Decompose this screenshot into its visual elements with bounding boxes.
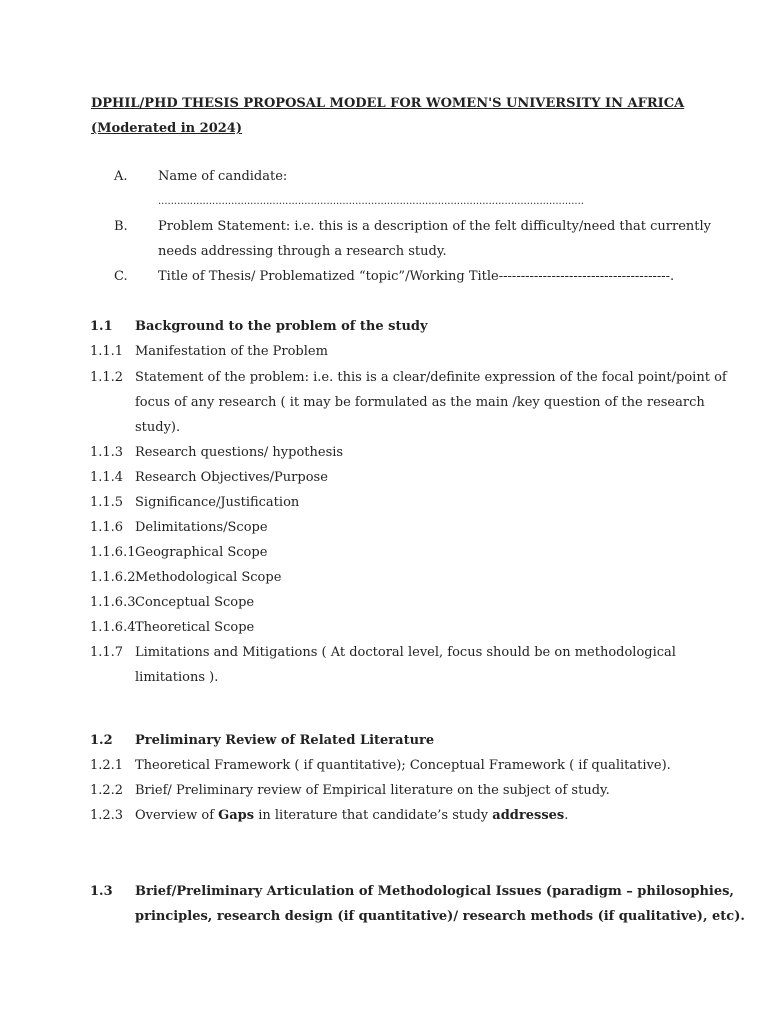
list-item (0, 565, 768, 590)
text-run: . (564, 808, 569, 823)
list-item (0, 365, 768, 390)
document-title: DPHIL/PHD THESIS PROPOSAL MODEL FOR WOMEN'S UNIVERSITY IN AFRICA (Moderated in 2024) (91, 96, 685, 136)
item-text: limitations ). (135, 670, 219, 685)
item-number: 1.1.6.1 (90, 545, 136, 560)
section-heading-1-3-continuation (0, 904, 768, 929)
item-text: Name of candidate: (158, 169, 288, 184)
item-number: 1.1.3 (90, 445, 124, 460)
list-item (0, 590, 768, 615)
list-item (0, 778, 768, 803)
item-text: Theoretical Scope (135, 620, 255, 635)
section-number: 1.2 (90, 733, 113, 748)
item-text: study). (135, 420, 181, 435)
text-run: in literature that candidate’s study (254, 808, 493, 823)
item-number: 1.1.6.2 (90, 570, 136, 585)
item-number: 1.1.6 (90, 520, 124, 535)
item-text: Statement of the problem: i.e. this is a clear/definite expression of the focal point/point of (135, 370, 727, 385)
item-number: 1.1.5 (90, 495, 124, 510)
item-text: Significance/Justification (135, 495, 300, 510)
item-text: Theoretical Framework ( if quantitative); Conceptual Framework ( if qualitative). (135, 758, 671, 773)
list-item (0, 339, 768, 364)
item-number: 1.1.2 (90, 370, 124, 385)
item-number: 1.1.6.4 (90, 620, 136, 635)
section-number: 1.1 (90, 319, 113, 334)
section-heading: Background to the problem of the study (135, 319, 428, 334)
item-text (135, 803, 568, 828)
section-heading: Brief/Preliminary Articulation of Methodological Issues (paradigm – philosophies, (135, 884, 734, 899)
list-item (0, 640, 768, 665)
emphasis-gaps: Gaps (218, 808, 255, 823)
item-text: Brief/ Preliminary review of Empirical literature on the subject of study. (135, 783, 610, 798)
section-heading: Preliminary Review of Related Literature (135, 733, 435, 748)
list-item (0, 440, 768, 465)
list-item (0, 540, 768, 565)
list-item (0, 515, 768, 540)
candidate-item-c (0, 264, 768, 289)
list-item (0, 490, 768, 515)
candidate-item-a (0, 164, 768, 189)
section-number: 1.3 (90, 884, 113, 899)
list-item-continuation (0, 415, 768, 440)
item-text: Methodological Scope (135, 570, 282, 585)
item-number: 1.1.7 (90, 645, 124, 660)
item-number: 1.1.4 (90, 470, 124, 485)
item-text: Delimitations/Scope (135, 520, 268, 535)
item-number: 1.2.1 (90, 758, 124, 773)
text-run: Overview of (135, 808, 219, 823)
item-marker: A. (114, 169, 128, 184)
item-text: Title of Thesis/ Problematized “topic”/Working Title---------------------------------------. (158, 269, 675, 284)
section-heading: principles, research design (if quantitative)/ research methods (if qualitative), etc). (135, 909, 745, 924)
item-text: Conceptual Scope (135, 595, 255, 610)
section-heading-1-1 (0, 314, 768, 339)
item-number: 1.1.6.3 (90, 595, 136, 610)
list-item-continuation (0, 665, 768, 690)
item-text: focus of any research ( it may be formulated as the main /key question of the research (135, 395, 705, 410)
item-text: Research Objectives/Purpose (135, 470, 328, 485)
item-text: Limitations and Mitigations ( At doctoral level, focus should be on methodological (135, 645, 676, 660)
item-text: needs addressing through a research study. (158, 244, 447, 259)
item-text: Problem Statement: i.e. this is a description of the felt difficulty/need that currently (158, 219, 712, 234)
list-item (0, 753, 768, 778)
list-item (0, 803, 768, 828)
item-number: 1.2.3 (90, 808, 124, 823)
candidate-item-b (0, 214, 768, 239)
item-number: 1.2.2 (90, 783, 124, 798)
item-text: Geographical Scope (135, 545, 268, 560)
section-heading-1-2 (0, 728, 768, 753)
list-item (0, 465, 768, 490)
candidate-item-b-continuation (0, 239, 768, 264)
section-heading-1-3 (0, 879, 768, 904)
item-number: 1.1.1 (90, 344, 124, 359)
list-item (0, 615, 768, 640)
list-item-continuation (0, 390, 768, 415)
item-marker: B. (114, 219, 128, 234)
candidate-name-blank (0, 189, 768, 214)
item-marker: C. (114, 269, 128, 284)
item-text: Research questions/ hypothesis (135, 445, 344, 460)
dotted-blank-line: ...................................................................................................................................... (158, 196, 584, 207)
emphasis-addresses: addresses (492, 808, 565, 823)
item-text: Manifestation of the Problem (135, 344, 328, 359)
